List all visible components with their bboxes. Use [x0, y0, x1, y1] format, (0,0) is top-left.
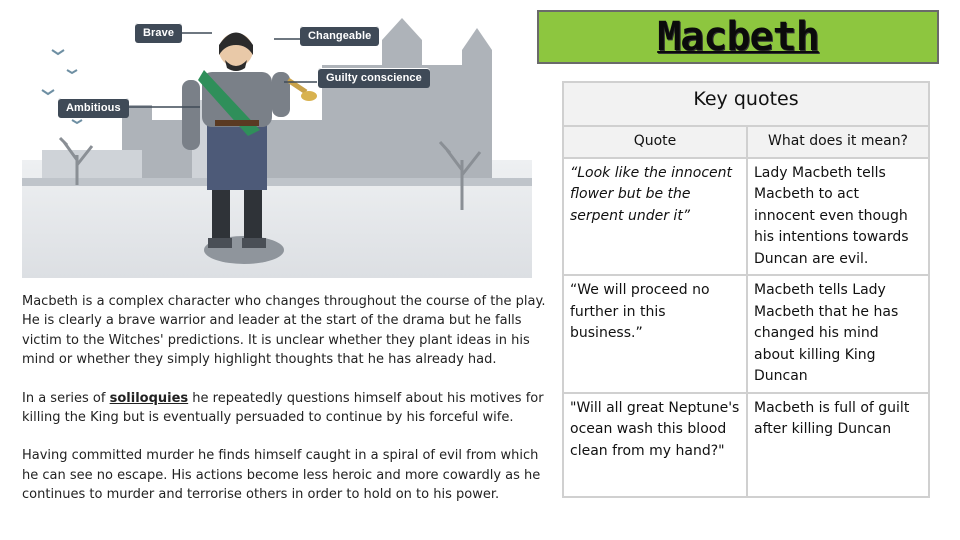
header-quote: Quote — [563, 126, 747, 158]
soliloquies-term: soliloquies — [109, 390, 189, 406]
table-row — [563, 158, 929, 276]
paragraph-text: In a series of — [22, 390, 110, 406]
header-meaning: What does it mean? — [747, 126, 929, 158]
castle-scene-image — [22, 10, 532, 278]
meaning-cell: Lady Macbeth tells Macbeth to act innocent even though his intentions towards Duncan are evil. — [747, 158, 929, 276]
table-caption: Key quotes — [563, 82, 929, 126]
paragraph-downfall: Having committed murder he finds himself caught in a spiral of evil from which he can see no escape. His actions become less heroic and more cowardly as he continues to murder and terrorise others in order to hold on to his power. — [22, 448, 541, 503]
page-title: Macbeth — [657, 14, 819, 60]
paragraph-soliloquies — [22, 389, 547, 428]
ambitious-tag: Ambitious — [58, 98, 129, 118]
title-banner — [537, 10, 939, 64]
character-description — [22, 292, 547, 524]
guilty-conscience-tag: Guilty conscience — [318, 68, 430, 88]
key-quotes-table — [562, 81, 930, 498]
quote-cell: “Look like the innocent flower but be the serpent under it” — [563, 158, 747, 276]
brave-tag: Brave — [135, 23, 182, 43]
quote-cell: “We will proceed no further in this business.” — [563, 275, 747, 393]
meaning-cell: Macbeth is full of guilt after killing Duncan — [747, 393, 929, 497]
changeable-tag: Changeable — [300, 26, 379, 46]
quote-cell: "Will all great Neptune's ocean wash this blood clean from my hand?" — [563, 393, 747, 497]
macbeth-illustration — [22, 10, 532, 278]
paragraph-intro: Macbeth is a complex character who changes throughout the course of the play. He is clearly a brave warrior and leader at the start of the drama but he falls victim to the Witches' predictions. It is unclear whether they plant ideas in his mind or whether they simply highlight thoughts that he has already had. — [22, 294, 546, 368]
table-row — [563, 393, 929, 497]
paragraph-text: he repeatedly questions himself about his motives for killing the King but is eventually persuaded to continue by his forceful wife. — [22, 390, 544, 426]
table-row — [563, 275, 929, 393]
meaning-cell: Macbeth tells Lady Macbeth that he has changed his mind about killing King Duncan — [747, 275, 929, 393]
